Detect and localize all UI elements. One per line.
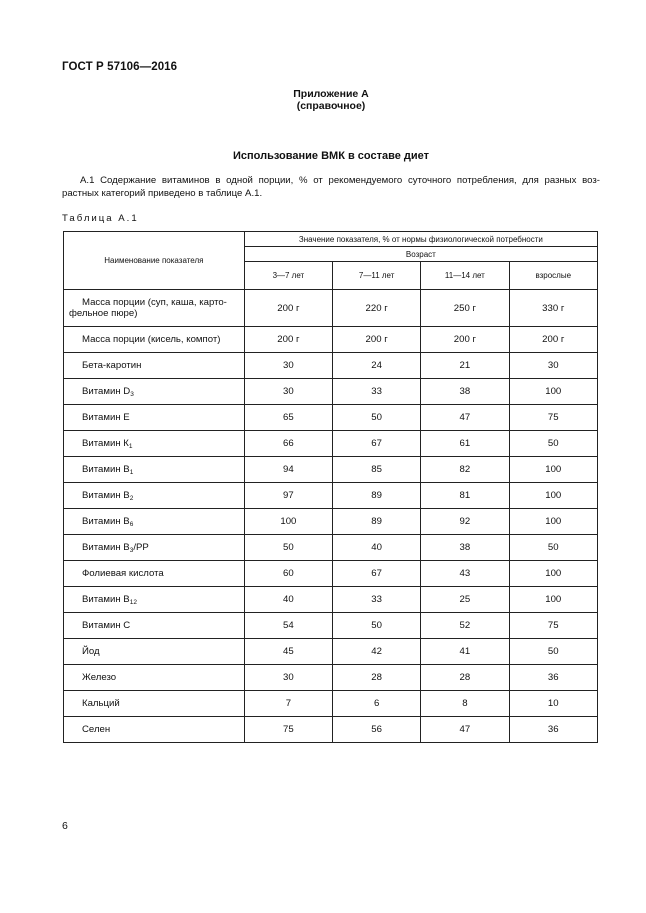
value-cell: 10 xyxy=(509,691,597,717)
value-cell: 89 xyxy=(333,483,421,509)
indicator-subscript: 3 xyxy=(129,547,134,554)
table-row xyxy=(64,405,598,431)
value-cell: 100 xyxy=(509,457,597,483)
indicator-name xyxy=(64,431,245,457)
indicator-name xyxy=(64,457,245,483)
value-cell: 38 xyxy=(421,379,509,405)
value-cell: 25 xyxy=(421,587,509,613)
value-cell: 97 xyxy=(244,483,332,509)
value-cell: 7 xyxy=(244,691,332,717)
value-cell: 100 xyxy=(509,509,597,535)
indicator-name-text: Витамин D xyxy=(82,386,131,397)
indicator-name-text: Кальций xyxy=(82,698,120,709)
age-header: Возраст xyxy=(244,247,597,262)
indicator-name xyxy=(64,483,245,509)
value-cell: 92 xyxy=(421,509,509,535)
intro-line-1: А.1 Содержание витаминов в одной порции, % от рекомендуемого суточного потребления, для разных воз- xyxy=(80,175,600,186)
value-cell: 100 xyxy=(509,379,597,405)
indicator-name-text: Масса порции (кисель, компот) xyxy=(82,334,221,345)
value-cell: 61 xyxy=(421,431,509,457)
intro-line-2: растных категорий приведено в таблице А.1. xyxy=(62,188,263,199)
value-cell: 52 xyxy=(421,613,509,639)
value-cell: 65 xyxy=(244,405,332,431)
value-cell: 50 xyxy=(509,431,597,457)
value-cell: 66 xyxy=(244,431,332,457)
table-row xyxy=(64,431,598,457)
value-cell: 8 xyxy=(421,691,509,717)
value-cell: 40 xyxy=(244,587,332,613)
indicator-name xyxy=(64,717,245,743)
value-cell: 50 xyxy=(244,535,332,561)
section-title: Использование ВМК в составе диет xyxy=(233,150,429,162)
table-row xyxy=(64,561,598,587)
value-cell: 47 xyxy=(421,405,509,431)
indicator-name xyxy=(64,691,245,717)
table-row xyxy=(64,379,598,405)
value-cell: 56 xyxy=(333,717,421,743)
indicator-name-text: Витамин В xyxy=(82,594,130,605)
value-cell: 100 xyxy=(244,509,332,535)
table-row xyxy=(64,613,598,639)
value-cell: 220 г xyxy=(333,290,421,327)
value-cell: 30 xyxy=(509,353,597,379)
vitamin-table xyxy=(63,231,598,743)
value-cell: 100 xyxy=(509,561,597,587)
indicator-subscript: 1 xyxy=(128,443,133,450)
value-cell: 100 xyxy=(509,587,597,613)
indicator-name-text: Витамин В xyxy=(82,542,130,553)
value-cell: 330 г xyxy=(509,290,597,327)
appendix-heading xyxy=(0,88,646,112)
value-cell: 30 xyxy=(244,353,332,379)
document-code: ГОСТ Р 57106—2016 xyxy=(62,61,178,73)
value-cell: 45 xyxy=(244,639,332,665)
value-cell: 43 xyxy=(421,561,509,587)
table-label: Таблица А.1 xyxy=(62,213,139,224)
indicator-name xyxy=(64,587,245,613)
indicator-name-continuation: фельное пюре) xyxy=(69,308,138,319)
indicator-subscript: 3 xyxy=(130,391,134,398)
value-cell: 40 xyxy=(333,535,421,561)
value-cell: 75 xyxy=(509,613,597,639)
value-cell: 100 xyxy=(509,483,597,509)
value-cell: 50 xyxy=(509,535,597,561)
table-row xyxy=(64,587,598,613)
value-cell: 54 xyxy=(244,613,332,639)
indicator-name xyxy=(64,561,245,587)
indicator-name-text: Витамин В xyxy=(82,516,130,527)
value-cell: 50 xyxy=(333,405,421,431)
indicator-name xyxy=(64,379,245,405)
value-cell: 85 xyxy=(333,457,421,483)
table-body xyxy=(64,290,598,743)
value-cell: 6 xyxy=(333,691,421,717)
value-cell: 250 г xyxy=(421,290,509,327)
value-cell: 38 xyxy=(421,535,509,561)
value-cell: 47 xyxy=(421,717,509,743)
value-cell: 42 xyxy=(333,639,421,665)
value-cell: 81 xyxy=(421,483,509,509)
age-group-header: 7—11 лет xyxy=(333,262,421,290)
table-row xyxy=(64,353,598,379)
value-cell: 67 xyxy=(333,561,421,587)
indicator-subscript: 2 xyxy=(129,495,134,502)
value-cell: 60 xyxy=(244,561,332,587)
indicator-name xyxy=(64,353,245,379)
indicator-subscript: 12 xyxy=(129,599,137,606)
value-cell: 82 xyxy=(421,457,509,483)
indicator-subscript: 1 xyxy=(129,469,134,476)
value-cell: 24 xyxy=(333,353,421,379)
indicator-name-text: Витамин Е xyxy=(82,412,130,423)
age-group-header: 3—7 лет xyxy=(244,262,332,290)
value-cell: 75 xyxy=(509,405,597,431)
value-header: Значение показателя, % от нормы физиологической потребности xyxy=(244,232,597,247)
value-cell: 28 xyxy=(333,665,421,691)
value-cell: 21 xyxy=(421,353,509,379)
value-cell: 200 г xyxy=(333,327,421,353)
indicator-name xyxy=(64,327,245,353)
indicator-name xyxy=(64,535,245,561)
appendix-subtitle: (справочное) xyxy=(296,100,366,112)
appendix-title: Приложение А xyxy=(293,88,369,100)
value-cell: 67 xyxy=(333,431,421,457)
indicator-name-text: Витамин В xyxy=(82,490,130,501)
indicator-name xyxy=(64,290,245,327)
table-row xyxy=(64,290,598,327)
table-row xyxy=(64,327,598,353)
table-row xyxy=(64,535,598,561)
value-cell: 200 г xyxy=(244,290,332,327)
value-cell: 50 xyxy=(509,639,597,665)
age-group-header: взрослые xyxy=(509,262,597,290)
indicator-name xyxy=(64,639,245,665)
table-row xyxy=(64,717,598,743)
indicator-name-text: Витамин В xyxy=(82,464,130,475)
table-row xyxy=(64,483,598,509)
value-cell: 28 xyxy=(421,665,509,691)
indicator-name xyxy=(64,665,245,691)
table-row xyxy=(64,457,598,483)
value-cell: 33 xyxy=(333,379,421,405)
value-cell: 200 г xyxy=(509,327,597,353)
value-cell: 30 xyxy=(244,665,332,691)
indicator-name-text: Фолиевая кислота xyxy=(82,568,164,579)
table-row xyxy=(64,665,598,691)
value-cell: 36 xyxy=(509,717,597,743)
indicator-name-text: Бета-каротин xyxy=(82,360,142,371)
age-group-header: 11—14 лет xyxy=(421,262,509,290)
indicator-name-text: Витамин С xyxy=(82,620,131,631)
value-cell: 200 г xyxy=(421,327,509,353)
table-row xyxy=(64,639,598,665)
table-row xyxy=(64,509,598,535)
value-cell: 94 xyxy=(244,457,332,483)
indicator-suffix: /РР xyxy=(133,542,149,553)
value-cell: 41 xyxy=(421,639,509,665)
page-number: 6 xyxy=(62,820,68,832)
indicator-name-text: Железо xyxy=(82,672,117,683)
value-cell: 30 xyxy=(244,379,332,405)
value-cell: 33 xyxy=(333,587,421,613)
indicator-name-text: Витамин К xyxy=(82,438,129,449)
intro-paragraph xyxy=(62,174,600,200)
value-cell: 200 г xyxy=(244,327,332,353)
indicator-name xyxy=(64,613,245,639)
indicator-name xyxy=(64,405,245,431)
column-header-name: Наименование показателя xyxy=(64,232,245,290)
indicator-subscript: 6 xyxy=(129,521,134,528)
value-cell: 75 xyxy=(244,717,332,743)
indicator-name-text: Йод xyxy=(82,646,100,657)
indicator-name-text: Масса порции (суп, каша, карто- xyxy=(82,297,227,308)
value-cell: 89 xyxy=(333,509,421,535)
value-cell: 36 xyxy=(509,665,597,691)
indicator-name xyxy=(64,509,245,535)
value-cell: 50 xyxy=(333,613,421,639)
table-row xyxy=(64,691,598,717)
indicator-name-text: Селен xyxy=(82,724,111,735)
